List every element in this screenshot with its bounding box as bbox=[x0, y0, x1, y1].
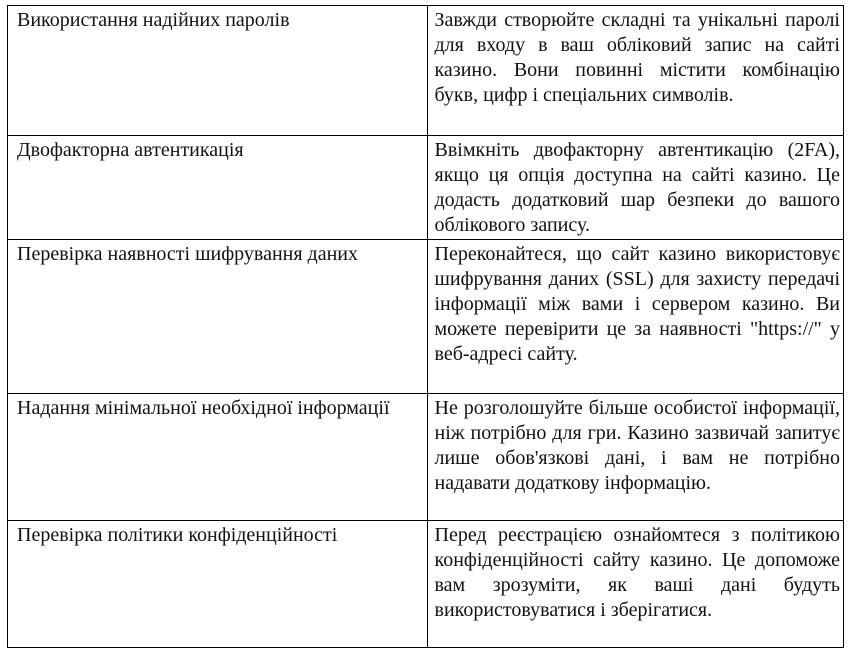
table-row bbox=[8, 136, 844, 240]
measure-cell bbox=[8, 521, 428, 648]
measure-cell bbox=[8, 6, 428, 136]
description-cell bbox=[427, 6, 844, 136]
document-page bbox=[7, 5, 844, 648]
table-row bbox=[8, 6, 844, 136]
description-text: Завжди створюйте складні та унікальні паролі для входу в ваш обліковий запис на сайті казино. Вони повинні містити комбінацію букв, цифр і спеціальних символів. bbox=[434, 9, 840, 106]
measure-text: Двофакторна автентикація bbox=[17, 139, 244, 161]
measure-text: Перевірка політики конфіденційності bbox=[17, 524, 338, 546]
table-row bbox=[8, 521, 844, 648]
description-cell bbox=[427, 394, 844, 521]
description-text: Ввімкніть двофакторну автентикацію (2FA), якщо ця опція доступна на сайті казино. Це додасть додатковий шар безпеки до вашого облікового запису. bbox=[434, 139, 840, 236]
description-cell bbox=[427, 521, 844, 648]
measure-cell bbox=[8, 240, 428, 394]
measure-text: Перевірка наявності шифрування даних bbox=[17, 243, 359, 265]
description-cell bbox=[427, 136, 844, 240]
measure-text: Використання надійних паролів bbox=[17, 9, 290, 31]
description-text: Переконайтеся, що сайт казино використовує шифрування даних (SSL) для захисту передачі інформації між вами і сервером казино. Ви можете перевірити це за наявності "https://" у веб-адресі сайту. bbox=[434, 243, 840, 365]
security-tips-table bbox=[7, 5, 844, 648]
table-row bbox=[8, 394, 844, 521]
table-row bbox=[8, 240, 844, 394]
description-cell bbox=[427, 240, 844, 394]
measure-cell bbox=[8, 394, 428, 521]
description-text: Не розголошуйте більше особистої інформації, ніж потрібно для гри. Казино зазвичай запитує лише обов'язкові дані, і вам не потрібно надавати додаткову інформацію. bbox=[434, 397, 840, 494]
measure-text: Надання мінімальної необхідної інформації bbox=[17, 397, 390, 419]
measure-cell bbox=[8, 136, 428, 240]
description-text: Перед реєстрацією ознайомтеся з політикою конфіденційності сайту казино. Це допоможе вам зрозуміти, як ваші дані будуть використовуватися і зберігатися. bbox=[434, 524, 840, 621]
